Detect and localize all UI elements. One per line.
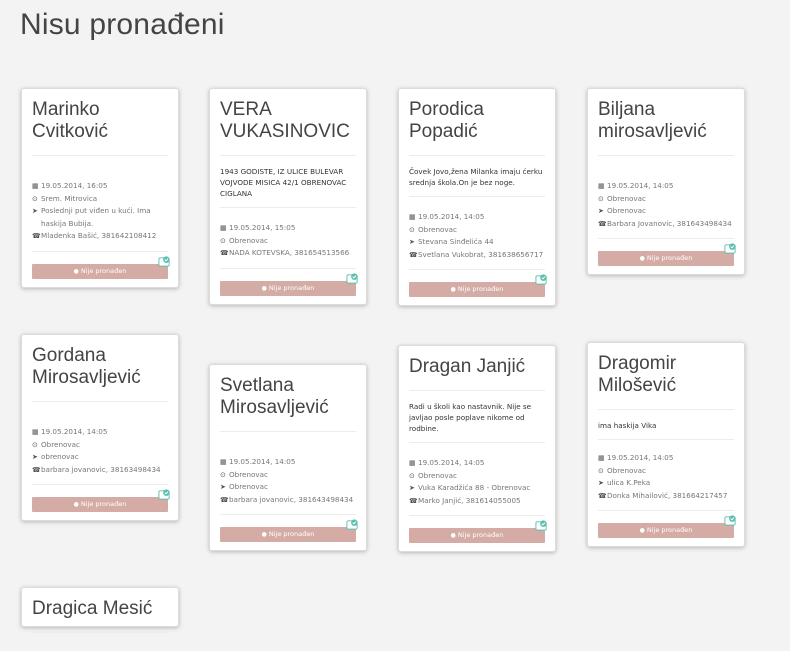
date-text: 19.05.2014, 14:05: [607, 181, 674, 190]
calendar-icon: ▦: [409, 213, 416, 221]
person-description: ima haskija Vika: [598, 420, 734, 440]
person-name: Marinko Cvitković: [32, 99, 168, 156]
person-card: [209, 364, 367, 551]
calendar-icon: ▦: [409, 459, 416, 467]
location-text: Poslednji put viđen u kući. Ima haskija Bubija.: [41, 206, 151, 228]
person-name: Gordana Mirosavljević: [32, 345, 168, 402]
not-found-button[interactable]: [32, 264, 168, 279]
phone-icon: ☎: [220, 249, 229, 257]
found-toggle-icon[interactable]: [158, 488, 171, 501]
info-circle-icon: ●: [450, 532, 456, 539]
map-marker-icon: ⊙: [220, 236, 226, 245]
date-text: 19.05.2014, 14:05: [418, 212, 485, 221]
found-toggle-icon[interactable]: [346, 272, 359, 285]
location-arrow-icon: ➤: [409, 238, 415, 246]
person-name: Biljana mirosavljević: [598, 99, 734, 156]
location-text: ulica K.Peka: [607, 478, 651, 487]
found-toggle-icon[interactable]: [724, 514, 737, 527]
info-circle-icon: ●: [73, 267, 79, 275]
person-card: [21, 88, 179, 288]
person-name: Dragica Mesić: [32, 598, 168, 633]
date-text: 19.05.2014, 14:05: [607, 453, 674, 462]
location-arrow-icon: ➤: [220, 483, 226, 491]
info-circle-icon: ●: [261, 531, 267, 538]
location-text: obrenovac: [41, 452, 79, 461]
person-name: Dragomir Milošević: [598, 353, 734, 410]
date-text: 19.05.2014, 16:05: [41, 181, 108, 190]
map-marker-icon: ⊙: [409, 471, 415, 480]
phone-icon: ☎: [32, 465, 41, 474]
map-marker-icon: ⊙: [409, 225, 415, 234]
contact-text: barbara jovanovic, 381643498434: [229, 494, 354, 504]
city-text: Obrenovac: [418, 470, 458, 480]
found-toggle-icon[interactable]: [158, 255, 171, 268]
found-toggle-icon[interactable]: [535, 519, 548, 532]
calendar-icon: ▦: [220, 458, 227, 466]
date-text: 19.05.2014, 15:05: [229, 223, 296, 232]
phone-icon: ☎: [409, 250, 418, 259]
location-text: Obrenovac: [229, 482, 269, 491]
not-found-button[interactable]: [220, 281, 356, 296]
city-text: Obrenovac: [607, 465, 647, 475]
not-found-button[interactable]: [598, 523, 734, 538]
city-text: Srem. Mitrovica: [41, 193, 98, 203]
status-label: Nije pronađen: [80, 266, 127, 275]
status-label: Nije pronađen: [268, 283, 315, 292]
phone-icon: ☎: [32, 232, 41, 240]
phone-icon: ☎: [220, 495, 229, 504]
person-card: [21, 334, 179, 521]
status-label: Nije pronađen: [268, 530, 315, 538]
contact-text: Svetlana Vukobrat, 381638656717: [418, 249, 544, 259]
date-text: 19.05.2014, 14:05: [41, 427, 108, 436]
info-circle-icon: ●: [73, 501, 79, 508]
found-toggle-icon[interactable]: [535, 273, 548, 286]
calendar-icon: ▦: [32, 182, 39, 190]
found-toggle-icon[interactable]: [724, 242, 737, 255]
person-card: [587, 342, 745, 547]
not-found-button[interactable]: [32, 497, 168, 512]
contact-text: Barbara Jovanovic, 381643498434: [607, 218, 732, 228]
not-found-button[interactable]: [220, 527, 356, 542]
city-text: Obrenovac: [607, 193, 647, 203]
info-circle-icon: ●: [639, 527, 645, 534]
status-label: Nije pronađen: [646, 526, 693, 534]
status-label: Nije pronađen: [80, 500, 127, 508]
location-text: Obrenovac: [607, 206, 647, 215]
date-text: 19.05.2014, 14:05: [229, 457, 296, 466]
info-circle-icon: ●: [450, 286, 456, 293]
not-found-button[interactable]: [409, 282, 545, 297]
not-found-button[interactable]: [409, 528, 545, 543]
person-description: Radi u školi kao nastavnik. Nije se javljao posle poplave nikome od rodbine.: [409, 401, 545, 443]
date-text: 19.05.2014, 14:05: [418, 458, 485, 467]
location-arrow-icon: ➤: [598, 479, 604, 487]
map-marker-icon: ⊙: [32, 194, 38, 203]
person-name: Svetlana Mirosavljević: [220, 375, 356, 432]
map-marker-icon: ⊙: [32, 440, 38, 449]
person-card: [587, 88, 745, 275]
contact-text: Donka Mihailović, 381664217457: [607, 490, 728, 500]
person-name: VERA VUKASINOVIC: [220, 99, 356, 156]
map-marker-icon: ⊙: [220, 470, 226, 479]
calendar-icon: ▦: [32, 428, 39, 436]
city-text: Obrenovac: [418, 224, 458, 234]
person-card: [398, 88, 556, 306]
person-description: 1943 GODISTE, IZ ULICE BULEVAR VOJVODE MISICA 42/1 OBRENOVAC CIGLANA: [220, 166, 356, 208]
map-marker-icon: ⊙: [598, 466, 604, 475]
info-circle-icon: ●: [639, 255, 645, 262]
person-name: Dragan Janjić: [409, 356, 545, 391]
location-arrow-icon: ➤: [598, 207, 604, 215]
person-name: Porodica Popadić: [409, 99, 545, 156]
map-marker-icon: ⊙: [598, 194, 604, 203]
location-text: Stevana Sinđelića 44: [418, 237, 494, 246]
city-text: Obrenovac: [229, 469, 269, 479]
not-found-button[interactable]: [598, 251, 734, 266]
city-text: Obrenovac: [41, 439, 81, 449]
contact-text: Marko Janjić, 381614055005: [418, 495, 521, 505]
phone-icon: ☎: [598, 491, 607, 500]
found-toggle-icon[interactable]: [346, 518, 359, 531]
calendar-icon: ▦: [598, 454, 605, 462]
info-circle-icon: ●: [261, 284, 267, 292]
person-card: [209, 88, 367, 305]
status-label: Nije pronađen: [457, 531, 504, 539]
status-label: Nije pronađen: [457, 285, 504, 293]
location-arrow-icon: ➤: [32, 207, 38, 215]
page-title: Nisu pronađeni: [20, 8, 225, 41]
contact-text: barbara jovanovic, 38163498434: [41, 464, 161, 474]
person-card: [21, 587, 179, 627]
location-arrow-icon: ➤: [32, 453, 38, 461]
calendar-icon: ▦: [598, 182, 605, 190]
contact-text: NADA KOTEVSKA, 381654513566: [229, 248, 350, 257]
status-label: Nije pronađen: [646, 254, 693, 262]
location-arrow-icon: ➤: [409, 484, 415, 492]
contact-text: Mladenka Bašić, 381642108412: [41, 231, 157, 240]
person-description: Čovek Jovo,žena Milanka imaju ćerku srednja škola.On je bez noge.: [409, 166, 545, 197]
person-card: [398, 345, 556, 552]
phone-icon: ☎: [598, 219, 607, 228]
phone-icon: ☎: [409, 496, 418, 505]
calendar-icon: ▦: [220, 224, 227, 232]
city-text: Obrenovac: [229, 235, 269, 245]
location-text: Vuka Karadžića 88 - Obrenovac: [418, 483, 531, 492]
